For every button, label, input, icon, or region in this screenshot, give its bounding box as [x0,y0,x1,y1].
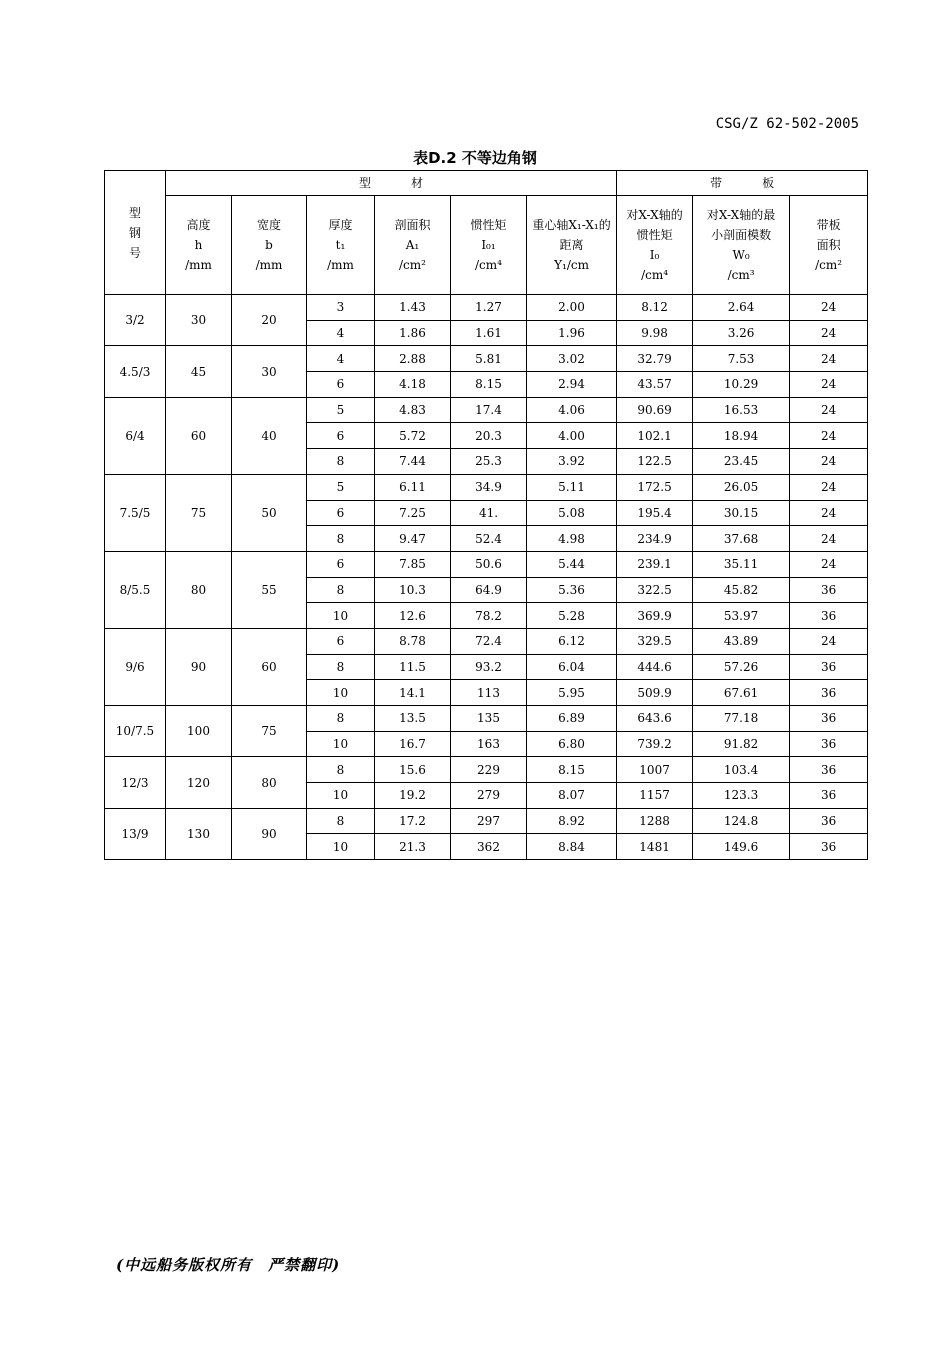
cell-xx-inertia: 239.1 [617,551,693,577]
cell-inertia: 34.9 [451,474,527,500]
cell-strip-area: 24 [790,423,868,449]
cell-thickness: 10 [307,680,375,706]
cell-xx-modulus: 26.05 [693,474,790,500]
cell-xx-modulus: 43.89 [693,628,790,654]
cell-xx-inertia: 90.69 [617,397,693,423]
cell-xx-inertia: 102.1 [617,423,693,449]
cell-centroid-distance: 8.15 [527,757,617,783]
table-row [105,757,868,783]
header-area: 剖面积 A₁ /cm² [375,196,451,295]
cell-area: 11.5 [375,654,451,680]
cell-centroid-distance: 3.92 [527,449,617,475]
cell-inertia: 52.4 [451,526,527,552]
cell-thickness: 5 [307,397,375,423]
cell-xx-modulus: 18.94 [693,423,790,449]
cell-height: 45 [166,346,232,397]
cell-width: 60 [232,628,307,705]
cell-xx-modulus: 124.8 [693,808,790,834]
cell-xx-inertia: 1481 [617,834,693,860]
cell-strip-area: 24 [790,551,868,577]
cell-width: 30 [232,346,307,397]
cell-height: 80 [166,551,232,628]
cell-strip-area: 36 [790,577,868,603]
cell-xx-modulus: 35.11 [693,551,790,577]
cell-centroid-distance: 5.95 [527,680,617,706]
cell-thickness: 8 [307,654,375,680]
cell-centroid-distance: 8.92 [527,808,617,834]
cell-xx-modulus: 10.29 [693,372,790,398]
document-code: CSG/Z 62-502-2005 [715,116,859,132]
cell-xx-inertia: 234.9 [617,526,693,552]
cell-strip-area: 36 [790,706,868,732]
cell-width: 40 [232,397,307,474]
cell-area: 8.78 [375,628,451,654]
cell-height: 90 [166,628,232,705]
cell-xx-modulus: 7.53 [693,346,790,372]
cell-centroid-distance: 5.28 [527,603,617,629]
cell-xx-inertia: 329.5 [617,628,693,654]
cell-centroid-distance: 4.00 [527,423,617,449]
header-width: 宽度 b /mm [232,196,307,295]
cell-xx-inertia: 444.6 [617,654,693,680]
cell-inertia: 50.6 [451,551,527,577]
cell-xx-inertia: 195.4 [617,500,693,526]
cell-height: 75 [166,474,232,551]
cell-model: 13/9 [105,808,166,859]
cell-thickness: 4 [307,320,375,346]
cell-area: 6.11 [375,474,451,500]
cell-height: 100 [166,706,232,757]
cell-width: 80 [232,757,307,808]
cell-strip-area: 24 [790,346,868,372]
cell-model: 3/2 [105,295,166,346]
table-row [105,628,868,654]
cell-xx-modulus: 16.53 [693,397,790,423]
cell-inertia: 8.15 [451,372,527,398]
cell-thickness: 4 [307,346,375,372]
cell-inertia: 72.4 [451,628,527,654]
cell-area: 13.5 [375,706,451,732]
cell-thickness: 10 [307,731,375,757]
cell-centroid-distance: 5.08 [527,500,617,526]
cell-area: 17.2 [375,808,451,834]
header-group-material: 型材 [166,171,617,196]
cell-centroid-distance: 3.02 [527,346,617,372]
cell-inertia: 93.2 [451,654,527,680]
cell-width: 75 [232,706,307,757]
cell-xx-modulus: 53.97 [693,603,790,629]
cell-thickness: 10 [307,834,375,860]
angle-steel-table [104,170,868,860]
cell-width: 90 [232,808,307,859]
cell-strip-area: 24 [790,320,868,346]
cell-thickness: 8 [307,808,375,834]
cell-model: 9/6 [105,628,166,705]
table-title: 表D.2 不等边角钢 [413,149,537,167]
cell-area: 14.1 [375,680,451,706]
cell-inertia: 5.81 [451,346,527,372]
cell-strip-area: 36 [790,603,868,629]
cell-thickness: 6 [307,372,375,398]
cell-width: 55 [232,551,307,628]
cell-inertia: 20.3 [451,423,527,449]
copyright-notice: (中远船务版权所有 严禁翻印) [116,1256,341,1274]
cell-centroid-distance: 6.89 [527,706,617,732]
table-row [105,397,868,423]
cell-area: 2.88 [375,346,451,372]
cell-thickness: 6 [307,551,375,577]
cell-xx-modulus: 45.82 [693,577,790,603]
cell-centroid-distance: 5.11 [527,474,617,500]
cell-area: 4.83 [375,397,451,423]
cell-strip-area: 36 [790,783,868,809]
cell-strip-area: 24 [790,449,868,475]
cell-thickness: 6 [307,500,375,526]
cell-area: 15.6 [375,757,451,783]
cell-strip-area: 36 [790,731,868,757]
cell-area: 1.43 [375,295,451,321]
cell-centroid-distance: 6.12 [527,628,617,654]
cell-inertia: 25.3 [451,449,527,475]
cell-area: 4.18 [375,372,451,398]
cell-area: 7.44 [375,449,451,475]
cell-area: 1.86 [375,320,451,346]
cell-model: 7.5/5 [105,474,166,551]
cell-xx-inertia: 369.9 [617,603,693,629]
cell-height: 60 [166,397,232,474]
cell-xx-inertia: 643.6 [617,706,693,732]
cell-xx-modulus: 91.82 [693,731,790,757]
cell-thickness: 5 [307,474,375,500]
cell-xx-inertia: 509.9 [617,680,693,706]
cell-xx-modulus: 67.61 [693,680,790,706]
cell-centroid-distance: 5.44 [527,551,617,577]
table-row [105,808,868,834]
cell-thickness: 10 [307,783,375,809]
cell-centroid-distance: 5.36 [527,577,617,603]
cell-strip-area: 36 [790,808,868,834]
cell-inertia: 1.61 [451,320,527,346]
cell-xx-modulus: 123.3 [693,783,790,809]
header-xx-modulus: 对X-X轴的最 小剖面模数 W₀ /cm³ [693,196,790,295]
table-body [105,295,868,860]
cell-area: 16.7 [375,731,451,757]
table-row [105,551,868,577]
cell-xx-modulus: 77.18 [693,706,790,732]
cell-xx-inertia: 1157 [617,783,693,809]
cell-xx-inertia: 1007 [617,757,693,783]
cell-strip-area: 24 [790,295,868,321]
header-centroid-distance: 重心轴X₁-X₁的 距离 Y₁/cm [527,196,617,295]
cell-inertia: 17.4 [451,397,527,423]
cell-strip-area: 24 [790,474,868,500]
cell-xx-modulus: 23.45 [693,449,790,475]
cell-width: 20 [232,295,307,346]
cell-strip-area: 36 [790,680,868,706]
cell-thickness: 8 [307,526,375,552]
cell-xx-inertia: 43.57 [617,372,693,398]
cell-centroid-distance: 8.07 [527,783,617,809]
cell-inertia: 1.27 [451,295,527,321]
header-strip-area: 带板 面积 /cm² [790,196,868,295]
cell-centroid-distance: 1.96 [527,320,617,346]
cell-xx-inertia: 739.2 [617,731,693,757]
cell-area: 9.47 [375,526,451,552]
cell-thickness: 8 [307,577,375,603]
cell-thickness: 8 [307,706,375,732]
cell-model: 12/3 [105,757,166,808]
cell-strip-area: 36 [790,757,868,783]
cell-xx-inertia: 322.5 [617,577,693,603]
cell-height: 120 [166,757,232,808]
cell-centroid-distance: 4.98 [527,526,617,552]
cell-model: 4.5/3 [105,346,166,397]
cell-inertia: 135 [451,706,527,732]
cell-inertia: 279 [451,783,527,809]
cell-strip-area: 24 [790,628,868,654]
header-inertia: 惯性矩 I₀₁ /cm⁴ [451,196,527,295]
cell-xx-inertia: 172.5 [617,474,693,500]
cell-strip-area: 24 [790,397,868,423]
cell-strip-area: 24 [790,372,868,398]
cell-area: 21.3 [375,834,451,860]
cell-thickness: 8 [307,449,375,475]
cell-area: 5.72 [375,423,451,449]
cell-xx-modulus: 3.26 [693,320,790,346]
cell-area: 7.25 [375,500,451,526]
cell-xx-inertia: 122.5 [617,449,693,475]
cell-xx-modulus: 149.6 [693,834,790,860]
cell-thickness: 8 [307,757,375,783]
cell-model: 10/7.5 [105,706,166,757]
cell-inertia: 64.9 [451,577,527,603]
cell-centroid-distance: 2.94 [527,372,617,398]
header-thickness: 厚度 t₁ /mm [307,196,375,295]
cell-inertia: 297 [451,808,527,834]
cell-strip-area: 24 [790,500,868,526]
table-row [105,474,868,500]
cell-height: 130 [166,808,232,859]
cell-strip-area: 36 [790,834,868,860]
cell-strip-area: 24 [790,526,868,552]
cell-thickness: 6 [307,423,375,449]
cell-xx-inertia: 9.98 [617,320,693,346]
cell-thickness: 10 [307,603,375,629]
table-row [105,706,868,732]
cell-inertia: 41. [451,500,527,526]
cell-model: 6/4 [105,397,166,474]
cell-xx-inertia: 8.12 [617,295,693,321]
cell-inertia: 362 [451,834,527,860]
header-height: 高度 h /mm [166,196,232,295]
cell-centroid-distance: 4.06 [527,397,617,423]
cell-area: 12.6 [375,603,451,629]
cell-xx-inertia: 1288 [617,808,693,834]
cell-xx-inertia: 32.79 [617,346,693,372]
cell-area: 7.85 [375,551,451,577]
cell-inertia: 163 [451,731,527,757]
cell-centroid-distance: 8.84 [527,834,617,860]
header-model: 型 钢 号 [105,171,166,295]
cell-thickness: 6 [307,628,375,654]
table-row [105,295,868,321]
cell-model: 8/5.5 [105,551,166,628]
cell-centroid-distance: 6.80 [527,731,617,757]
cell-xx-modulus: 57.26 [693,654,790,680]
cell-strip-area: 36 [790,654,868,680]
cell-area: 10.3 [375,577,451,603]
cell-inertia: 78.2 [451,603,527,629]
cell-width: 50 [232,474,307,551]
cell-xx-modulus: 103.4 [693,757,790,783]
cell-area: 19.2 [375,783,451,809]
cell-inertia: 229 [451,757,527,783]
cell-xx-modulus: 37.68 [693,526,790,552]
cell-xx-modulus: 2.64 [693,295,790,321]
header-group-strip: 带板 [617,171,868,196]
cell-centroid-distance: 6.04 [527,654,617,680]
table-row [105,346,868,372]
header-xx-inertia: 对X-X轴的 惯性矩 I₀ /cm⁴ [617,196,693,295]
cell-centroid-distance: 2.00 [527,295,617,321]
cell-inertia: 113 [451,680,527,706]
cell-xx-modulus: 30.15 [693,500,790,526]
cell-height: 30 [166,295,232,346]
cell-thickness: 3 [307,295,375,321]
